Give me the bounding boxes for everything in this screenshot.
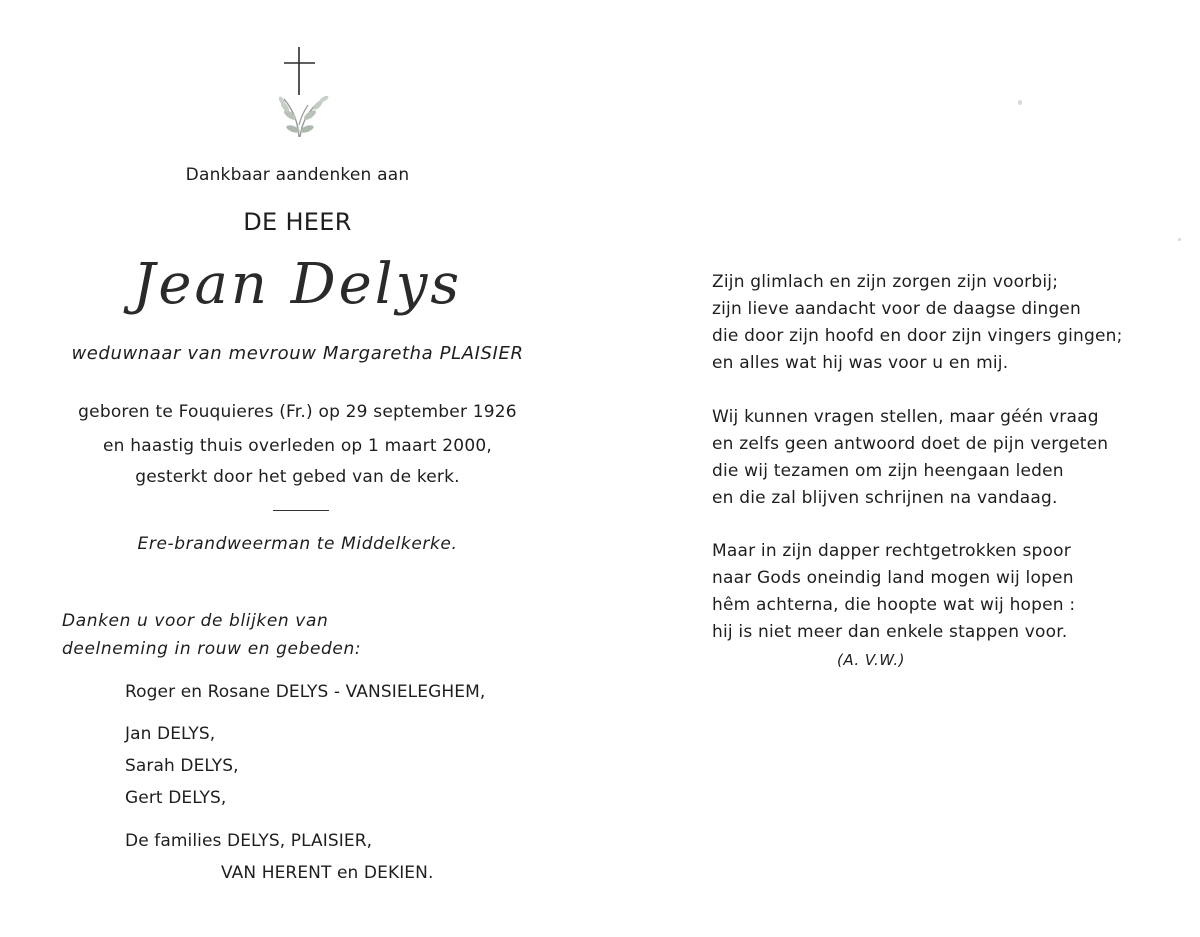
cross-with-branches-icon bbox=[270, 45, 336, 140]
family-line: De families DELYS, PLAISIER, bbox=[125, 831, 373, 851]
honorific-title: DE HEER bbox=[243, 208, 352, 236]
church-line: gesterkt door het gebed van de kerk. bbox=[135, 467, 460, 487]
thanks-line-1: Danken u voor de blijken van bbox=[62, 611, 329, 631]
thanks-line-2: deelneming in rouw en gebeden: bbox=[62, 639, 362, 659]
widow-of-text: weduwnaar van mevrouw Margaretha PLAISIER bbox=[71, 343, 524, 364]
family-line: Sarah DELYS, bbox=[125, 756, 239, 776]
poem-line: Wij kunnen vragen stellen, maar géén vraag bbox=[712, 407, 1099, 427]
paper-speck bbox=[1018, 100, 1022, 105]
intro-text: Dankbaar aandenken aan bbox=[185, 165, 410, 185]
poem-line: zijn lieve aandacht voor de daagse dingen bbox=[712, 299, 1081, 319]
deceased-name: Jean Delys bbox=[132, 252, 463, 317]
poem-line: hij is niet meer dan enkele stappen voor. bbox=[712, 622, 1068, 642]
poem-line: Maar in zijn dapper rechtgetrokken spoor bbox=[712, 541, 1071, 561]
birth-line: geboren te Fouquieres (Fr.) op 29 september 1926 bbox=[78, 402, 517, 422]
poem-line: en zelfs geen antwoord doet de pijn vergeten bbox=[712, 434, 1109, 454]
paper-speck bbox=[1178, 238, 1181, 241]
function-text: Ere-brandweerman te Middelkerke. bbox=[137, 534, 458, 554]
poem-line: die wij tezamen om zijn heengaan leden bbox=[712, 461, 1064, 481]
death-line: en haastig thuis overleden op 1 maart 2000, bbox=[103, 436, 492, 456]
family-line: Roger en Rosane DELYS - VANSIELEGHEM, bbox=[125, 682, 486, 702]
family-line: Gert DELYS, bbox=[125, 788, 227, 808]
family-line: VAN HERENT en DEKIEN. bbox=[221, 863, 434, 883]
divider-line bbox=[273, 510, 329, 511]
poem-line: en die zal blijven schrijnen na vandaag. bbox=[712, 488, 1058, 508]
poem-line: en alles wat hij was voor u en mij. bbox=[712, 353, 1009, 373]
poem-line: naar Gods oneindig land mogen wij lopen bbox=[712, 568, 1074, 588]
poem-author: (A. V.W.) bbox=[837, 651, 905, 669]
poem-line: hêm achterna, die hoopte wat wij hopen : bbox=[712, 595, 1076, 615]
poem-line: Zijn glimlach en zijn zorgen zijn voorbij; bbox=[712, 272, 1059, 292]
poem-line: die door zijn hoofd en door zijn vingers gingen; bbox=[712, 326, 1123, 346]
family-line: Jan DELYS, bbox=[125, 724, 216, 744]
